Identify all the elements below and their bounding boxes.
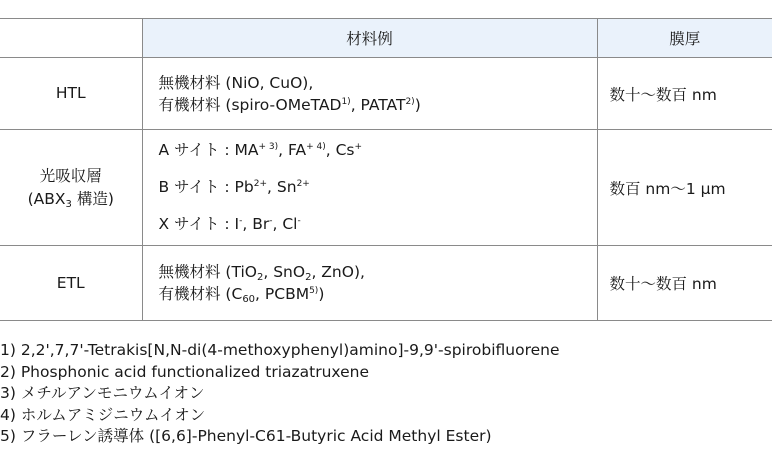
x-site-line: X サイト : I-, Br-, Cl-	[158, 215, 301, 233]
table-header-row	[0, 19, 772, 58]
footnotes	[0, 340, 560, 448]
footnote-2: 2) Phosphonic acid functionalized triazatruxene	[0, 362, 370, 381]
row-name-absorber	[0, 130, 142, 246]
etl-materials-cell	[142, 246, 597, 321]
materials-table	[0, 18, 772, 321]
absorber-name-line1: 光吸収層	[39, 167, 102, 186]
etl-inorganic-line: 無機材料 (TiO$_2$, SnO$_2$, ZnO),	[158, 263, 365, 283]
absorber-name-line2: ($ABX_3$ 構造)	[27, 189, 114, 210]
header-thickness: 膜厚	[597, 19, 772, 58]
row-name-etl: ETL	[0, 246, 142, 321]
footnote-4: 4) ホルムアミジニウムイオン	[0, 405, 206, 424]
htl-inorganic-line: 無機材料 (NiO, CuO),	[158, 73, 314, 92]
htl-thickness: 数十〜数百 nm	[597, 58, 772, 130]
htl-materials-cell	[142, 58, 597, 130]
absorber-thickness: 数百 nm〜1 μm	[597, 130, 772, 246]
table-row-etl	[0, 246, 772, 321]
absorber-materials-cell	[142, 130, 597, 246]
footnote-5: 5) フラーレン誘導体 ([6,6]-Phenyl-C61-Butyric Acid Methyl Ester)	[0, 427, 492, 445]
b-site-line: B サイト : $Pb^{2+}$, $Sn^{2+}$	[158, 178, 310, 196]
footnote-1: 1) 2,2',7,7'-Tetrakis[N,N-di(4-methoxyphenyl)amino]-9,9'-spirobifluorene	[0, 341, 560, 359]
etl-thickness: 数十〜数百 nm	[597, 246, 772, 321]
table-row-absorber	[0, 130, 772, 246]
table-row-htl	[0, 58, 772, 130]
header-material-example: 材料例	[142, 19, 597, 58]
etl-organic-line: 有機材料 ($C_{60}$, PCBM$^{5)}$)	[158, 285, 325, 305]
a-site-line: A サイト : $MA^{+ 3)}$, $FA^{+ 4)}$, Cs+	[158, 141, 363, 159]
footnote-3: 3) メチルアンモニウムイオン	[0, 384, 205, 402]
row-name-htl: HTL	[0, 58, 142, 130]
htl-organic-line: 有機材料 (spiro-OMeTAD$^{1)}$, PATAT$^{2)}$)	[158, 95, 421, 114]
header-corner-cell	[0, 19, 142, 58]
